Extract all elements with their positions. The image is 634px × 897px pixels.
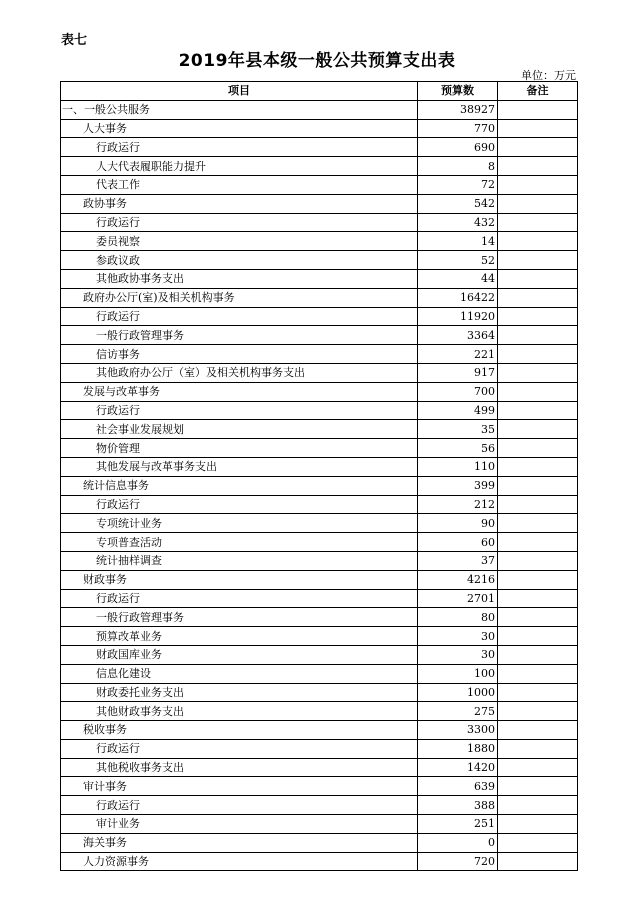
- row-budget-amount: 542: [418, 194, 498, 213]
- row-note: [498, 401, 578, 420]
- row-budget-amount: 221: [418, 345, 498, 364]
- table-row: [61, 345, 578, 364]
- row-note: [498, 777, 578, 796]
- table-row: [61, 476, 578, 495]
- row-budget-amount: 720: [418, 852, 498, 871]
- table-row: [61, 307, 578, 326]
- row-note: [498, 721, 578, 740]
- row-budget-amount: 11920: [418, 307, 498, 326]
- row-note: [498, 119, 578, 138]
- row-note: [498, 570, 578, 589]
- row-budget-amount: 700: [418, 382, 498, 401]
- column-header-item: 项目: [61, 82, 418, 101]
- table-row: [61, 457, 578, 476]
- row-item-name: 人力资源事务: [61, 852, 418, 871]
- table-number-label: 表七: [61, 33, 88, 48]
- table-row: [61, 645, 578, 664]
- table-row: [61, 608, 578, 627]
- row-item-name: 行政运行: [61, 739, 418, 758]
- row-note: [498, 589, 578, 608]
- row-note: [498, 269, 578, 288]
- row-note: [498, 157, 578, 176]
- row-item-name: 专项普查活动: [61, 533, 418, 552]
- row-note: [498, 833, 578, 852]
- row-note: [498, 815, 578, 834]
- table-row: [61, 194, 578, 213]
- row-note: [498, 345, 578, 364]
- row-budget-amount: 2701: [418, 589, 498, 608]
- row-budget-amount: 1420: [418, 758, 498, 777]
- row-note: [498, 739, 578, 758]
- row-note: [498, 627, 578, 646]
- row-budget-amount: 690: [418, 138, 498, 157]
- row-note: [498, 194, 578, 213]
- row-item-name: 其他发展与改革事务支出: [61, 457, 418, 476]
- row-budget-amount: 917: [418, 363, 498, 382]
- row-note: [498, 213, 578, 232]
- table-row: [61, 157, 578, 176]
- row-budget-amount: 251: [418, 815, 498, 834]
- row-note: [498, 439, 578, 458]
- row-item-name: 海关事务: [61, 833, 418, 852]
- table-row: [61, 664, 578, 683]
- row-item-name: 审计业务: [61, 815, 418, 834]
- table-row: [61, 363, 578, 382]
- row-item-name: 行政运行: [61, 796, 418, 815]
- row-item-name: 财政事务: [61, 570, 418, 589]
- row-item-name: 一般行政管理事务: [61, 326, 418, 345]
- row-budget-amount: 16422: [418, 288, 498, 307]
- table-row: [61, 683, 578, 702]
- row-note: [498, 852, 578, 871]
- row-note: [498, 476, 578, 495]
- row-item-name: 参政议政: [61, 251, 418, 270]
- table-row: [61, 269, 578, 288]
- row-budget-amount: 14: [418, 232, 498, 251]
- row-item-name: 财政国库业务: [61, 645, 418, 664]
- row-item-name: 专项统计业务: [61, 514, 418, 533]
- row-budget-amount: 1880: [418, 739, 498, 758]
- table-row: [61, 721, 578, 740]
- row-budget-amount: 110: [418, 457, 498, 476]
- row-budget-amount: 90: [418, 514, 498, 533]
- row-item-name: 委员视察: [61, 232, 418, 251]
- column-header-amount: 预算数: [418, 82, 498, 101]
- row-budget-amount: 80: [418, 608, 498, 627]
- table-row: [61, 213, 578, 232]
- row-budget-amount: 52: [418, 251, 498, 270]
- row-note: [498, 175, 578, 194]
- row-item-name: 行政运行: [61, 138, 418, 157]
- row-budget-amount: 3300: [418, 721, 498, 740]
- row-item-name: 信息化建设: [61, 664, 418, 683]
- row-budget-amount: 212: [418, 495, 498, 514]
- table-row: [61, 533, 578, 552]
- row-item-name: 代表工作: [61, 175, 418, 194]
- table-row: [61, 702, 578, 721]
- row-budget-amount: 399: [418, 476, 498, 495]
- table-row: [61, 627, 578, 646]
- row-note: [498, 457, 578, 476]
- table-row: [61, 758, 578, 777]
- row-note: [498, 100, 578, 119]
- budget-table: [60, 81, 578, 871]
- table-row: [61, 100, 578, 119]
- table-row: [61, 852, 578, 871]
- row-item-name: 行政运行: [61, 589, 418, 608]
- row-item-name: 一般行政管理事务: [61, 608, 418, 627]
- row-note: [498, 533, 578, 552]
- table-row: [61, 514, 578, 533]
- row-budget-amount: 44: [418, 269, 498, 288]
- row-note: [498, 645, 578, 664]
- row-note: [498, 363, 578, 382]
- row-budget-amount: 4216: [418, 570, 498, 589]
- table-row: [61, 796, 578, 815]
- table-row: [61, 138, 578, 157]
- row-item-name: 人大代表履职能力提升: [61, 157, 418, 176]
- row-item-name: 信访事务: [61, 345, 418, 364]
- page-title: 2019年县本级一般公共预算支出表: [178, 51, 456, 71]
- table-row: [61, 251, 578, 270]
- table-row: [61, 175, 578, 194]
- row-note: [498, 664, 578, 683]
- row-item-name: 财政委托业务支出: [61, 683, 418, 702]
- row-note: [498, 495, 578, 514]
- row-budget-amount: 8: [418, 157, 498, 176]
- row-item-name: 其他税收事务支出: [61, 758, 418, 777]
- row-note: [498, 702, 578, 721]
- row-note: [498, 796, 578, 815]
- table-row: [61, 551, 578, 570]
- row-budget-amount: 30: [418, 645, 498, 664]
- row-budget-amount: 60: [418, 533, 498, 552]
- row-item-name: 税收事务: [61, 721, 418, 740]
- table-row: [61, 439, 578, 458]
- row-item-name: 行政运行: [61, 213, 418, 232]
- table-row: [61, 119, 578, 138]
- row-item-name: 人大事务: [61, 119, 418, 138]
- row-note: [498, 307, 578, 326]
- table-row: [61, 401, 578, 420]
- table-row: [61, 382, 578, 401]
- row-budget-amount: 1000: [418, 683, 498, 702]
- row-item-name: 一、一般公共服务: [61, 100, 418, 119]
- row-item-name: 行政运行: [61, 307, 418, 326]
- table-row: [61, 232, 578, 251]
- row-item-name: 预算改革业务: [61, 627, 418, 646]
- table-row: [61, 288, 578, 307]
- row-item-name: 行政运行: [61, 495, 418, 514]
- row-budget-amount: 100: [418, 664, 498, 683]
- table-body: [61, 100, 578, 871]
- row-item-name: 发展与改革事务: [61, 382, 418, 401]
- table-row: [61, 777, 578, 796]
- row-note: [498, 608, 578, 627]
- row-budget-amount: 35: [418, 420, 498, 439]
- row-note: [498, 758, 578, 777]
- row-budget-amount: 3364: [418, 326, 498, 345]
- row-item-name: 其他政协事务支出: [61, 269, 418, 288]
- row-note: [498, 251, 578, 270]
- table-header-row: [61, 82, 578, 101]
- row-budget-amount: 0: [418, 833, 498, 852]
- row-budget-amount: 639: [418, 777, 498, 796]
- row-note: [498, 420, 578, 439]
- row-note: [498, 683, 578, 702]
- table-row: [61, 495, 578, 514]
- table-row: [61, 570, 578, 589]
- table-row: [61, 420, 578, 439]
- table-row: [61, 815, 578, 834]
- unit-label: 单位：万元: [521, 69, 576, 82]
- row-budget-amount: 388: [418, 796, 498, 815]
- table-row: [61, 589, 578, 608]
- row-item-name: 政协事务: [61, 194, 418, 213]
- row-item-name: 审计事务: [61, 777, 418, 796]
- row-budget-amount: 499: [418, 401, 498, 420]
- column-header-note: 备注: [498, 82, 578, 101]
- row-item-name: 其他财政事务支出: [61, 702, 418, 721]
- row-budget-amount: 275: [418, 702, 498, 721]
- row-note: [498, 551, 578, 570]
- row-note: [498, 138, 578, 157]
- row-item-name: 统计信息事务: [61, 476, 418, 495]
- row-item-name: 政府办公厅(室)及相关机构事务: [61, 288, 418, 307]
- table-row: [61, 833, 578, 852]
- row-item-name: 统计抽样调查: [61, 551, 418, 570]
- row-note: [498, 382, 578, 401]
- row-budget-amount: 30: [418, 627, 498, 646]
- table-row: [61, 326, 578, 345]
- row-note: [498, 232, 578, 251]
- row-item-name: 其他政府办公厅（室）及相关机构事务支出: [61, 363, 418, 382]
- row-note: [498, 326, 578, 345]
- row-budget-amount: 72: [418, 175, 498, 194]
- row-budget-amount: 37: [418, 551, 498, 570]
- row-note: [498, 288, 578, 307]
- row-budget-amount: 56: [418, 439, 498, 458]
- row-item-name: 行政运行: [61, 401, 418, 420]
- row-budget-amount: 432: [418, 213, 498, 232]
- row-note: [498, 514, 578, 533]
- row-item-name: 物价管理: [61, 439, 418, 458]
- table-row: [61, 739, 578, 758]
- row-budget-amount: 38927: [418, 100, 498, 119]
- row-item-name: 社会事业发展规划: [61, 420, 418, 439]
- row-budget-amount: 770: [418, 119, 498, 138]
